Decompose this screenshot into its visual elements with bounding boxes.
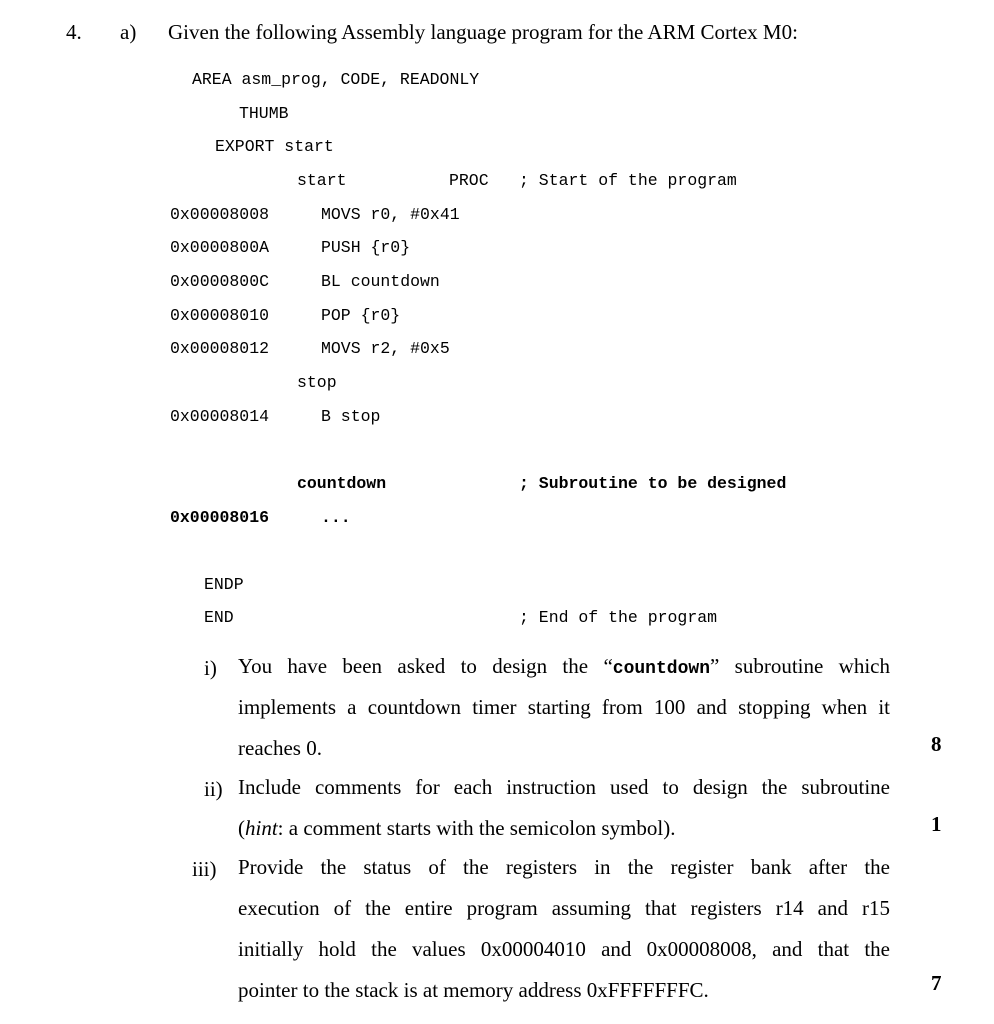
code-address: 0x00008012 <box>170 339 270 358</box>
subquestion-line: Include comments for each instruction used to design the subroutine <box>238 775 890 799</box>
code-instruction: MOVS r0, #0x41 <box>321 205 460 224</box>
code-address: 0x0000800A <box>170 238 270 257</box>
subquestion-line: implements a countdown timer starting from 100 and stopping when it <box>238 695 890 719</box>
code-address: 0x00008014 <box>170 407 270 426</box>
subquestion-line: You have been asked to design the “countdown” subroutine which <box>238 654 891 679</box>
subquestion-label: i) <box>204 656 217 680</box>
marks-value: 8 <box>931 732 942 756</box>
code-export-directive: EXPORT start <box>215 137 334 156</box>
subquestion-line: reaches 0. <box>238 736 322 760</box>
code-end-comment: ; End of the program <box>519 608 718 627</box>
code-start-label: start <box>297 171 347 190</box>
code-endp-directive: ENDP <box>204 575 244 594</box>
subquestion-text <box>238 656 890 759</box>
question-part-label: a) <box>120 20 137 44</box>
code-address: 0x00008010 <box>170 306 270 325</box>
code-instruction: ... <box>321 508 351 527</box>
code-instruction: MOVS r2, #0x5 <box>321 339 450 358</box>
subquestion-text <box>238 857 890 1001</box>
subquestion-line: execution of the entire program assuming that registers r14 and r15 <box>238 896 890 920</box>
code-instruction: B stop <box>321 407 381 426</box>
code-end-directive: END <box>204 608 234 627</box>
code-address: 0x0000800C <box>170 272 270 291</box>
subquestion-label: iii) <box>192 857 217 881</box>
code-stop-label: stop <box>297 373 337 392</box>
code-address: 0x00008008 <box>170 205 270 224</box>
subquestion-line: (hint: a comment starts with the semicolon symbol). <box>238 816 676 840</box>
countdown-keyword: countdown <box>612 659 710 679</box>
code-countdown-label: countdown <box>297 474 387 493</box>
code-instruction: PUSH {r0} <box>321 238 411 257</box>
subquestion-text <box>238 777 890 839</box>
marks-value: 1 <box>931 812 942 836</box>
code-start-comment: ; Start of the program <box>519 171 737 190</box>
code-thumb-directive: THUMB <box>239 104 289 123</box>
code-instruction: BL countdown <box>321 272 440 291</box>
code-area-directive: AREA asm_prog, CODE, READONLY <box>192 70 480 89</box>
code-address: 0x00008016 <box>170 508 270 527</box>
question-number: 4. <box>66 20 82 44</box>
hint-word: hint <box>245 816 278 840</box>
code-proc-keyword: PROC <box>449 171 489 190</box>
code-countdown-comment: ; Subroutine to be designed <box>519 474 787 493</box>
code-instruction: POP {r0} <box>321 306 401 325</box>
marks-value: 7 <box>931 971 942 995</box>
subquestion-line: Provide the status of the registers in the register bank after the <box>238 855 890 879</box>
subquestion-line: initially hold the values 0x00004010 and 0x00008008, and that the <box>238 937 890 961</box>
subquestion-label: ii) <box>204 777 223 801</box>
subquestion-line: pointer to the stack is at memory address 0xFFFFFFFC. <box>238 978 709 1002</box>
question-intro: Given the following Assembly language program for the ARM Cortex M0: <box>168 20 798 44</box>
